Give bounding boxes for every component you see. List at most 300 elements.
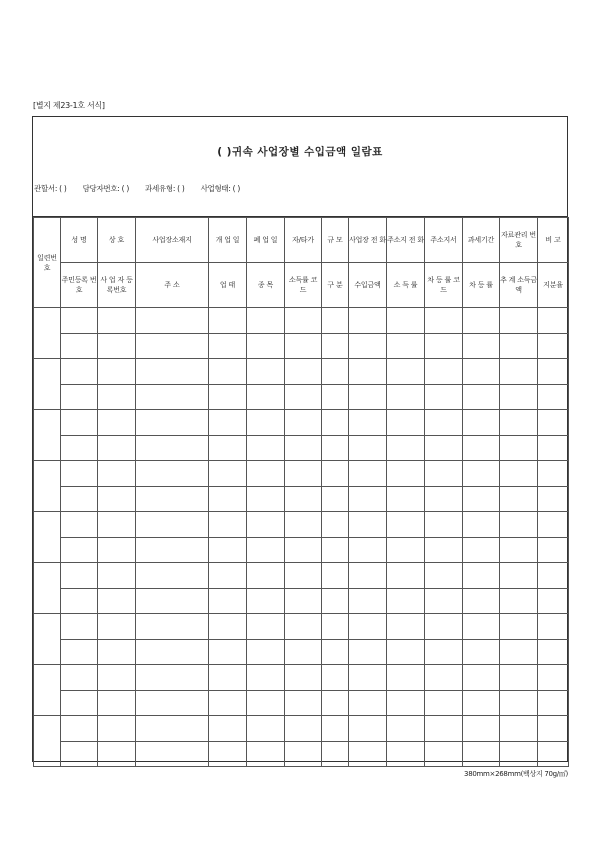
record-cell[interactable] <box>500 435 538 461</box>
record-cell[interactable] <box>98 308 136 334</box>
record-cell[interactable] <box>136 333 209 359</box>
record-cell[interactable] <box>349 308 387 334</box>
record-cell[interactable] <box>349 384 387 410</box>
record-cell[interactable] <box>387 563 425 589</box>
record-cell[interactable] <box>209 512 247 538</box>
record-cell[interactable] <box>387 308 425 334</box>
record-row <box>34 512 569 538</box>
header-cell: 차 등 률 <box>463 263 500 308</box>
record-row <box>34 690 569 716</box>
record-cell[interactable] <box>247 741 285 767</box>
header-cell: 지분율 <box>538 263 569 308</box>
record-cell[interactable] <box>500 665 538 691</box>
record-row <box>34 614 569 640</box>
record-cell[interactable] <box>247 537 285 563</box>
record-cell[interactable] <box>98 410 136 436</box>
record-cell[interactable] <box>387 614 425 640</box>
record-serial-cell[interactable] <box>34 359 61 410</box>
record-cell[interactable] <box>285 563 322 589</box>
record-cell[interactable] <box>285 435 322 461</box>
record-cell[interactable] <box>425 639 463 665</box>
record-cell[interactable] <box>285 665 322 691</box>
record-cell[interactable] <box>322 563 349 589</box>
record-row <box>34 537 569 563</box>
record-cell[interactable] <box>425 690 463 716</box>
header-serial: 일련번호 <box>34 218 61 308</box>
record-cell[interactable] <box>98 512 136 538</box>
record-cell[interactable] <box>500 639 538 665</box>
record-cell[interactable] <box>61 308 98 334</box>
record-cell[interactable] <box>322 716 349 742</box>
record-cell[interactable] <box>285 639 322 665</box>
record-cell[interactable] <box>387 588 425 614</box>
record-cell[interactable] <box>61 461 98 487</box>
record-cell[interactable] <box>247 384 285 410</box>
header-cell: 사업장 전 화 <box>349 218 387 263</box>
record-cell[interactable] <box>425 512 463 538</box>
record-cell[interactable] <box>322 614 349 640</box>
record-cell[interactable] <box>98 461 136 487</box>
paper-spec-footer: 380mm×268mm(백상지 70g/㎡) <box>464 770 568 778</box>
header-cell: 과세기간 <box>463 218 500 263</box>
record-cell[interactable] <box>387 665 425 691</box>
record-cell[interactable] <box>285 384 322 410</box>
header-cell: 주민등록 번 호 <box>61 263 98 308</box>
record-cell[interactable] <box>463 665 500 691</box>
record-row <box>34 333 569 359</box>
record-cell[interactable] <box>322 639 349 665</box>
record-cell[interactable] <box>247 665 285 691</box>
record-cell[interactable] <box>247 333 285 359</box>
header-cell: 구 분 <box>322 263 349 308</box>
record-cell[interactable] <box>538 333 569 359</box>
header-cell: 차 등 률 코 드 <box>425 263 463 308</box>
record-cell[interactable] <box>209 563 247 589</box>
record-cell[interactable] <box>61 512 98 538</box>
record-cell[interactable] <box>463 563 500 589</box>
record-cell[interactable] <box>387 716 425 742</box>
record-cell[interactable] <box>425 461 463 487</box>
record-cell[interactable] <box>322 741 349 767</box>
info-row <box>34 183 254 194</box>
record-serial-cell[interactable] <box>34 614 61 665</box>
record-row <box>34 461 569 487</box>
record-cell[interactable] <box>322 384 349 410</box>
header-cell: 사업장소재지 <box>136 218 209 263</box>
record-cell[interactable] <box>285 716 322 742</box>
record-row <box>34 716 569 742</box>
record-cell[interactable] <box>425 308 463 334</box>
record-cell[interactable] <box>61 716 98 742</box>
record-cell[interactable] <box>209 690 247 716</box>
record-cell[interactable] <box>349 512 387 538</box>
record-cell[interactable] <box>285 588 322 614</box>
record-cell[interactable] <box>349 665 387 691</box>
record-cell[interactable] <box>349 537 387 563</box>
record-serial-cell[interactable] <box>34 665 61 716</box>
record-cell[interactable] <box>463 308 500 334</box>
header-cell: 상 호 <box>98 218 136 263</box>
header-cell: 업 태 <box>209 263 247 308</box>
header-cell: 수입금액 <box>349 263 387 308</box>
record-cell[interactable] <box>98 333 136 359</box>
record-cell[interactable] <box>285 333 322 359</box>
record-cell[interactable] <box>247 461 285 487</box>
record-cell[interactable] <box>463 512 500 538</box>
record-cell[interactable] <box>387 384 425 410</box>
header-cell: 종 목 <box>247 263 285 308</box>
record-cell[interactable] <box>538 410 569 436</box>
record-cell[interactable] <box>500 308 538 334</box>
record-cell[interactable] <box>425 486 463 512</box>
header-cell: 개 업 일 <box>209 218 247 263</box>
record-cell[interactable] <box>463 716 500 742</box>
record-cell[interactable] <box>98 588 136 614</box>
record-cell[interactable] <box>387 435 425 461</box>
record-cell[interactable] <box>463 435 500 461</box>
record-cell[interactable] <box>247 435 285 461</box>
record-cell[interactable] <box>500 512 538 538</box>
record-cell[interactable] <box>61 410 98 436</box>
record-cell[interactable] <box>247 614 285 640</box>
record-cell[interactable] <box>136 384 209 410</box>
record-cell[interactable] <box>285 410 322 436</box>
record-cell[interactable] <box>98 614 136 640</box>
record-cell[interactable] <box>387 537 425 563</box>
record-cell[interactable] <box>136 716 209 742</box>
record-cell[interactable] <box>209 588 247 614</box>
record-row <box>34 741 569 767</box>
record-serial-cell[interactable] <box>34 410 61 461</box>
record-cell[interactable] <box>209 384 247 410</box>
record-cell[interactable] <box>98 639 136 665</box>
record-cell[interactable] <box>61 333 98 359</box>
record-cell[interactable] <box>61 537 98 563</box>
office-field[interactable]: 관할서: ( ) <box>34 184 67 193</box>
header-cell: 규 모 <box>322 218 349 263</box>
record-cell[interactable] <box>463 486 500 512</box>
record-cell[interactable] <box>61 359 98 385</box>
record-cell[interactable] <box>387 486 425 512</box>
form-title: ( )귀속 사업장별 수입금액 일람표 <box>217 146 383 158</box>
record-cell[interactable] <box>538 741 569 767</box>
record-cell[interactable] <box>285 537 322 563</box>
record-cell[interactable] <box>538 639 569 665</box>
header-cell: 사 업 자 등록번호 <box>98 263 136 308</box>
record-cell[interactable] <box>425 435 463 461</box>
header-row-2 <box>34 263 569 308</box>
record-cell[interactable] <box>349 486 387 512</box>
record-cell[interactable] <box>538 563 569 589</box>
record-cell[interactable] <box>136 563 209 589</box>
record-cell[interactable] <box>322 486 349 512</box>
record-cell[interactable] <box>61 588 98 614</box>
record-row <box>34 639 569 665</box>
record-cell[interactable] <box>322 461 349 487</box>
header-cell: 비 고 <box>538 218 569 263</box>
record-cell[interactable] <box>538 512 569 538</box>
record-cell[interactable] <box>322 359 349 385</box>
record-cell[interactable] <box>209 537 247 563</box>
record-cell[interactable] <box>500 588 538 614</box>
record-cell[interactable] <box>98 716 136 742</box>
record-cell[interactable] <box>61 563 98 589</box>
record-cell[interactable] <box>98 359 136 385</box>
record-cell[interactable] <box>61 690 98 716</box>
record-cell[interactable] <box>209 741 247 767</box>
record-cell[interactable] <box>500 716 538 742</box>
record-cell[interactable] <box>538 537 569 563</box>
record-cell[interactable] <box>387 333 425 359</box>
record-cell[interactable] <box>463 639 500 665</box>
record-cell[interactable] <box>61 384 98 410</box>
record-cell[interactable] <box>209 410 247 436</box>
form-frame <box>32 116 568 762</box>
record-cell[interactable] <box>500 461 538 487</box>
header-cell: 소 득 률 <box>387 263 425 308</box>
record-cell[interactable] <box>387 461 425 487</box>
record-cell[interactable] <box>98 665 136 691</box>
record-cell[interactable] <box>247 512 285 538</box>
record-cell[interactable] <box>136 690 209 716</box>
record-cell[interactable] <box>500 486 538 512</box>
record-serial-cell[interactable] <box>34 308 61 359</box>
record-cell[interactable] <box>500 563 538 589</box>
record-cell[interactable] <box>136 461 209 487</box>
record-cell[interactable] <box>209 614 247 640</box>
record-cell[interactable] <box>136 308 209 334</box>
record-cell[interactable] <box>387 741 425 767</box>
record-row <box>34 384 569 410</box>
record-cell[interactable] <box>98 690 136 716</box>
record-cell[interactable] <box>349 716 387 742</box>
officer-number-field[interactable]: 담당자번호: ( ) <box>82 184 129 193</box>
record-cell[interactable] <box>538 665 569 691</box>
record-cell[interactable] <box>136 665 209 691</box>
record-cell[interactable] <box>322 308 349 334</box>
record-cell[interactable] <box>285 690 322 716</box>
record-cell[interactable] <box>136 486 209 512</box>
record-cell[interactable] <box>538 461 569 487</box>
record-cell[interactable] <box>349 614 387 640</box>
record-cell[interactable] <box>463 741 500 767</box>
header-cell: 주 소 <box>136 263 209 308</box>
header-row-1 <box>34 218 569 263</box>
record-cell[interactable] <box>322 435 349 461</box>
record-cell[interactable] <box>425 588 463 614</box>
record-cell[interactable] <box>322 512 349 538</box>
record-row <box>34 588 569 614</box>
record-cell[interactable] <box>209 435 247 461</box>
record-cell[interactable] <box>425 537 463 563</box>
record-serial-cell[interactable] <box>34 512 61 563</box>
record-cell[interactable] <box>209 461 247 487</box>
record-cell[interactable] <box>500 690 538 716</box>
record-cell[interactable] <box>500 741 538 767</box>
record-cell[interactable] <box>538 486 569 512</box>
business-type-field[interactable]: 사업형태: ( ) <box>200 184 241 193</box>
record-cell[interactable] <box>322 588 349 614</box>
header-cell: 추 계 소득금액 <box>500 263 538 308</box>
record-cell[interactable] <box>538 588 569 614</box>
record-cell[interactable] <box>209 665 247 691</box>
record-cell[interactable] <box>247 639 285 665</box>
record-cell[interactable] <box>98 486 136 512</box>
record-cell[interactable] <box>209 308 247 334</box>
record-cell[interactable] <box>136 359 209 385</box>
record-cell[interactable] <box>425 614 463 640</box>
record-cell[interactable] <box>247 563 285 589</box>
header-cell: 소득률 코 드 <box>285 263 322 308</box>
record-cell[interactable] <box>349 741 387 767</box>
record-cell[interactable] <box>463 537 500 563</box>
record-cell[interactable] <box>322 410 349 436</box>
record-cell[interactable] <box>61 665 98 691</box>
record-cell[interactable] <box>349 410 387 436</box>
record-cell[interactable] <box>136 639 209 665</box>
record-cell[interactable] <box>247 410 285 436</box>
record-cell[interactable] <box>61 614 98 640</box>
record-cell[interactable] <box>425 410 463 436</box>
record-cell[interactable] <box>322 537 349 563</box>
record-cell[interactable] <box>61 741 98 767</box>
record-row <box>34 359 569 385</box>
record-cell[interactable] <box>349 563 387 589</box>
record-cell[interactable] <box>349 690 387 716</box>
record-row <box>34 486 569 512</box>
record-cell[interactable] <box>322 690 349 716</box>
record-cell[interactable] <box>500 384 538 410</box>
record-cell[interactable] <box>425 563 463 589</box>
record-cell[interactable] <box>538 359 569 385</box>
record-cell[interactable] <box>285 308 322 334</box>
header-cell: 폐 업 일 <box>247 218 285 263</box>
record-cell[interactable] <box>247 486 285 512</box>
record-cell[interactable] <box>463 690 500 716</box>
record-cell[interactable] <box>500 359 538 385</box>
header-cell: 자료관리 번 호 <box>500 218 538 263</box>
record-cell[interactable] <box>349 639 387 665</box>
record-cell[interactable] <box>387 639 425 665</box>
record-cell[interactable] <box>425 333 463 359</box>
record-cell[interactable] <box>538 614 569 640</box>
record-cell[interactable] <box>538 384 569 410</box>
header-cell: 성 명 <box>61 218 98 263</box>
header-cell: 주소지 전 화 <box>387 218 425 263</box>
header-cell: 주소지서 <box>425 218 463 263</box>
record-cell[interactable] <box>463 359 500 385</box>
record-cell[interactable] <box>387 690 425 716</box>
record-cell[interactable] <box>98 537 136 563</box>
record-cell[interactable] <box>209 333 247 359</box>
record-serial-cell[interactable] <box>34 716 61 767</box>
record-cell[interactable] <box>285 614 322 640</box>
record-cell[interactable] <box>538 435 569 461</box>
record-cell[interactable] <box>322 665 349 691</box>
record-cell[interactable] <box>136 435 209 461</box>
tax-type-field[interactable]: 과세유형: ( ) <box>145 184 185 193</box>
record-cell[interactable] <box>538 690 569 716</box>
record-cell[interactable] <box>247 588 285 614</box>
record-cell[interactable] <box>285 461 322 487</box>
record-cell[interactable] <box>425 665 463 691</box>
record-cell[interactable] <box>61 486 98 512</box>
record-row <box>34 665 569 691</box>
record-cell[interactable] <box>61 639 98 665</box>
record-cell[interactable] <box>349 435 387 461</box>
record-cell[interactable] <box>136 614 209 640</box>
record-cell[interactable] <box>463 461 500 487</box>
record-cell[interactable] <box>463 384 500 410</box>
record-cell[interactable] <box>425 741 463 767</box>
record-cell[interactable] <box>538 716 569 742</box>
record-cell[interactable] <box>285 359 322 385</box>
record-cell[interactable] <box>387 359 425 385</box>
record-cell[interactable] <box>136 588 209 614</box>
record-cell[interactable] <box>538 308 569 334</box>
record-row <box>34 410 569 436</box>
record-cell[interactable] <box>247 359 285 385</box>
record-cell[interactable] <box>425 716 463 742</box>
record-cell[interactable] <box>463 588 500 614</box>
record-cell[interactable] <box>349 333 387 359</box>
record-cell[interactable] <box>285 741 322 767</box>
record-cell[interactable] <box>209 359 247 385</box>
record-cell[interactable] <box>98 563 136 589</box>
title-area <box>33 117 567 217</box>
record-cell[interactable] <box>136 537 209 563</box>
record-cell[interactable] <box>247 690 285 716</box>
record-cell[interactable] <box>209 486 247 512</box>
record-cell[interactable] <box>285 512 322 538</box>
form-number-label: [별지 제23-1호 서식] <box>33 101 105 110</box>
record-cell[interactable] <box>247 308 285 334</box>
record-cell[interactable] <box>463 614 500 640</box>
record-cell[interactable] <box>209 716 247 742</box>
record-cell[interactable] <box>247 716 285 742</box>
record-cell[interactable] <box>209 639 247 665</box>
record-cell[interactable] <box>322 333 349 359</box>
record-cell[interactable] <box>349 359 387 385</box>
record-serial-cell[interactable] <box>34 563 61 614</box>
record-cell[interactable] <box>425 359 463 385</box>
record-cell[interactable] <box>285 486 322 512</box>
record-cell[interactable] <box>463 410 500 436</box>
record-row <box>34 308 569 334</box>
record-cell[interactable] <box>500 537 538 563</box>
record-cell[interactable] <box>136 410 209 436</box>
record-cell[interactable] <box>500 333 538 359</box>
record-serial-cell[interactable] <box>34 461 61 512</box>
record-cell[interactable] <box>425 384 463 410</box>
record-cell[interactable] <box>61 435 98 461</box>
record-row <box>34 435 569 461</box>
record-cell[interactable] <box>500 410 538 436</box>
record-cell[interactable] <box>387 410 425 436</box>
record-cell[interactable] <box>136 741 209 767</box>
record-cell[interactable] <box>98 384 136 410</box>
revenue-table <box>33 217 569 767</box>
record-cell[interactable] <box>98 741 136 767</box>
record-cell[interactable] <box>500 614 538 640</box>
record-cell[interactable] <box>349 588 387 614</box>
record-row <box>34 563 569 589</box>
record-cell[interactable] <box>136 512 209 538</box>
record-cell[interactable] <box>349 461 387 487</box>
record-cell[interactable] <box>463 333 500 359</box>
record-cell[interactable] <box>387 512 425 538</box>
record-cell[interactable] <box>98 435 136 461</box>
